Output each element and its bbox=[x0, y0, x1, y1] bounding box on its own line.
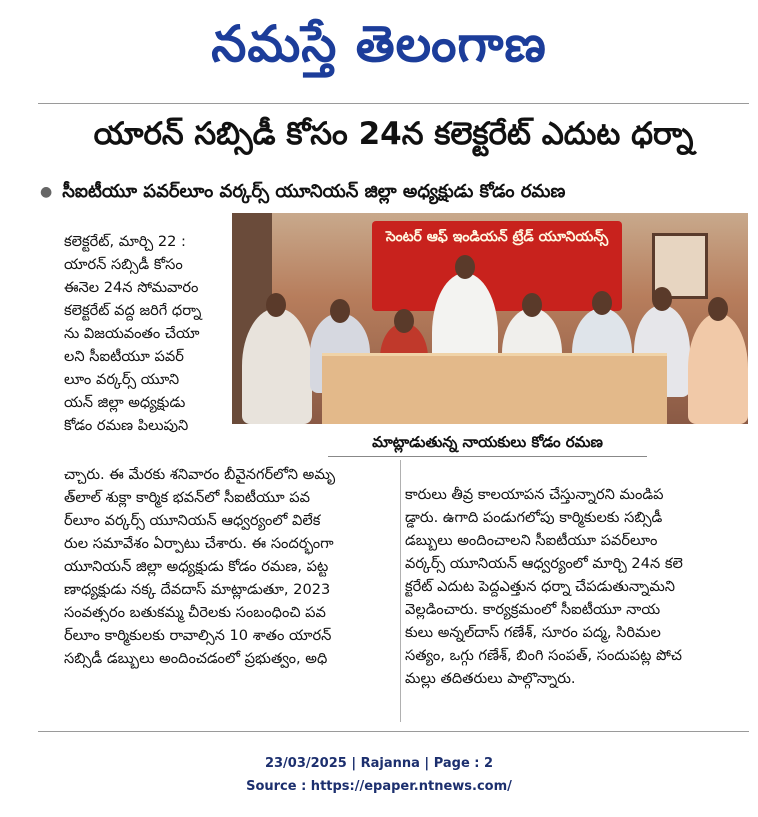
news-photo bbox=[232, 213, 748, 424]
article-line: యారన్ సబ్సిడీ కోసం bbox=[64, 256, 183, 273]
article-line: లని సీఐటీయూ పవర్ bbox=[64, 348, 184, 365]
article-line: మల్లు తదితరులు పాల్గొన్నారు. bbox=[405, 670, 576, 687]
article-line: డబ్బులు అందించాలని సీఐటీయూ పవర్‌లూం bbox=[405, 532, 658, 549]
headline: యారన్ సబ్సిడీ కోసం 24న కలెక్టరేట్ ఎదుట ధర్నా bbox=[93, 116, 694, 152]
article-line: కారులు తీవ్ర కాలయాపన చేస్తున్నారని మండిప bbox=[405, 486, 664, 503]
photo-person bbox=[242, 308, 312, 424]
bottom-rule bbox=[38, 731, 749, 732]
subhead-text: సీఐటీయూ పవర్‌లూం వర్కర్స్ యూనియన్ జిల్లా అధ్యక్షుడు కోడం రమణ bbox=[62, 181, 566, 202]
photo-person-head bbox=[652, 287, 672, 311]
article-line: యూనియన్ జిల్లా అధ్యక్షుడు కోడం రమణ, పట్ట bbox=[64, 558, 329, 575]
photo-banner-text: సెంటర్ ఆఫ్ ఇండియన్ ట్రేడ్ యూనియన్స్ bbox=[385, 229, 609, 245]
article-line: ర్‌లూం కార్మికులకు రావాల్సిన 10 శాతం యారన్ bbox=[64, 627, 332, 644]
article-column-left bbox=[64, 463, 397, 670]
column-divider bbox=[400, 460, 401, 722]
photo-person-head bbox=[394, 309, 414, 333]
photo-caption: మాట్లాడుతున్న నాయకులు కోడం రమణ bbox=[328, 428, 647, 457]
article-intro-column bbox=[64, 230, 224, 437]
article-line: యన్ జిల్లా అధ్యక్షుడు bbox=[64, 394, 186, 411]
article-line: వెల్లడించారు. కార్యక్రమంలో సీఐటీయూ నాయ bbox=[405, 601, 661, 618]
article-line: కోడం రమణ పిలుపుని bbox=[64, 417, 189, 434]
footer-source-line: Source : https://epaper.ntnews.com/ bbox=[246, 779, 512, 794]
masthead-logo: నమస్తే తెలంగాణ bbox=[211, 15, 547, 73]
article-line: త్‌లాల్ శుక్లా కార్మిక భవన్‌లో సీఐటీయూ పవ bbox=[64, 489, 311, 506]
photo-person-head bbox=[266, 293, 286, 317]
top-rule bbox=[38, 103, 749, 104]
photo-person-head bbox=[330, 299, 350, 323]
footer-date-line: 23/03/2025 | Rajanna | Page : 2 bbox=[264, 756, 494, 771]
article-line: ను విజయవంతం చేయా bbox=[64, 325, 200, 342]
article-line: సంవత్సరం బతుకమ్మ చీరెలకు సంబంధించి పవ bbox=[64, 604, 326, 621]
article-line: కలెక్టరేట్ వద్ద జరిగే ధర్నా bbox=[64, 302, 202, 319]
article-line: ర్‌లూం వర్కర్స్ యూనియన్ ఆధ్వర్యంలో విలేక bbox=[64, 512, 321, 529]
article-line: డ్డారు. ఉగాది పండుగలోపు కార్మికులకు సబ్సిడీ bbox=[405, 509, 663, 526]
photo-person bbox=[688, 313, 748, 424]
article-line: సత్యం, ఒగ్గు గణేశ్, బింగి సంపత్, సందుపట్ల పోచ bbox=[405, 647, 682, 664]
photo-person-head bbox=[708, 297, 728, 321]
photo-person-head bbox=[455, 255, 475, 279]
photo-table bbox=[322, 353, 667, 424]
article-line: లూం వర్కర్స్ యూని bbox=[64, 371, 180, 388]
bullet-icon: ● bbox=[40, 184, 53, 200]
article-line: సబ్సిడీ డబ్బులు అందించడంలో ప్రభుత్వం, అధి bbox=[64, 650, 328, 667]
article-column-right bbox=[405, 483, 728, 690]
photo-person-head bbox=[522, 293, 542, 317]
article-line: కులు అన్నల్‌దాస్ గణేశ్, సూరం పద్మ, సిరిమల bbox=[405, 624, 661, 641]
article-line: చ్చారు. ఈ మేరకు శనివారం బీవైనగర్‌లోని అమృ bbox=[64, 466, 336, 483]
article-line: కలెక్టరేట్, మార్చి 22 : bbox=[64, 233, 186, 250]
article-line: క్టరేట్ ఎదుట పెద్దఎత్తున ధర్నా చేపడుతున్నామని bbox=[405, 578, 676, 595]
subhead bbox=[40, 178, 745, 206]
article-line: ఈనెల 24న సోమవారం bbox=[64, 279, 199, 296]
article-line: రుల సమావేశం ఏర్పాటు చేశారు. ఈ సందర్భంగా bbox=[64, 535, 334, 552]
article-line: ణాధ్యక్షుడు నక్క దేవదాస్ మాట్లాడుతూ, 2023 bbox=[64, 581, 331, 598]
photo-person-head bbox=[592, 291, 612, 315]
article-line: వర్కర్స్ యూనియన్ ఆధ్వర్యంలో మార్చి 24న కలె bbox=[405, 555, 683, 572]
